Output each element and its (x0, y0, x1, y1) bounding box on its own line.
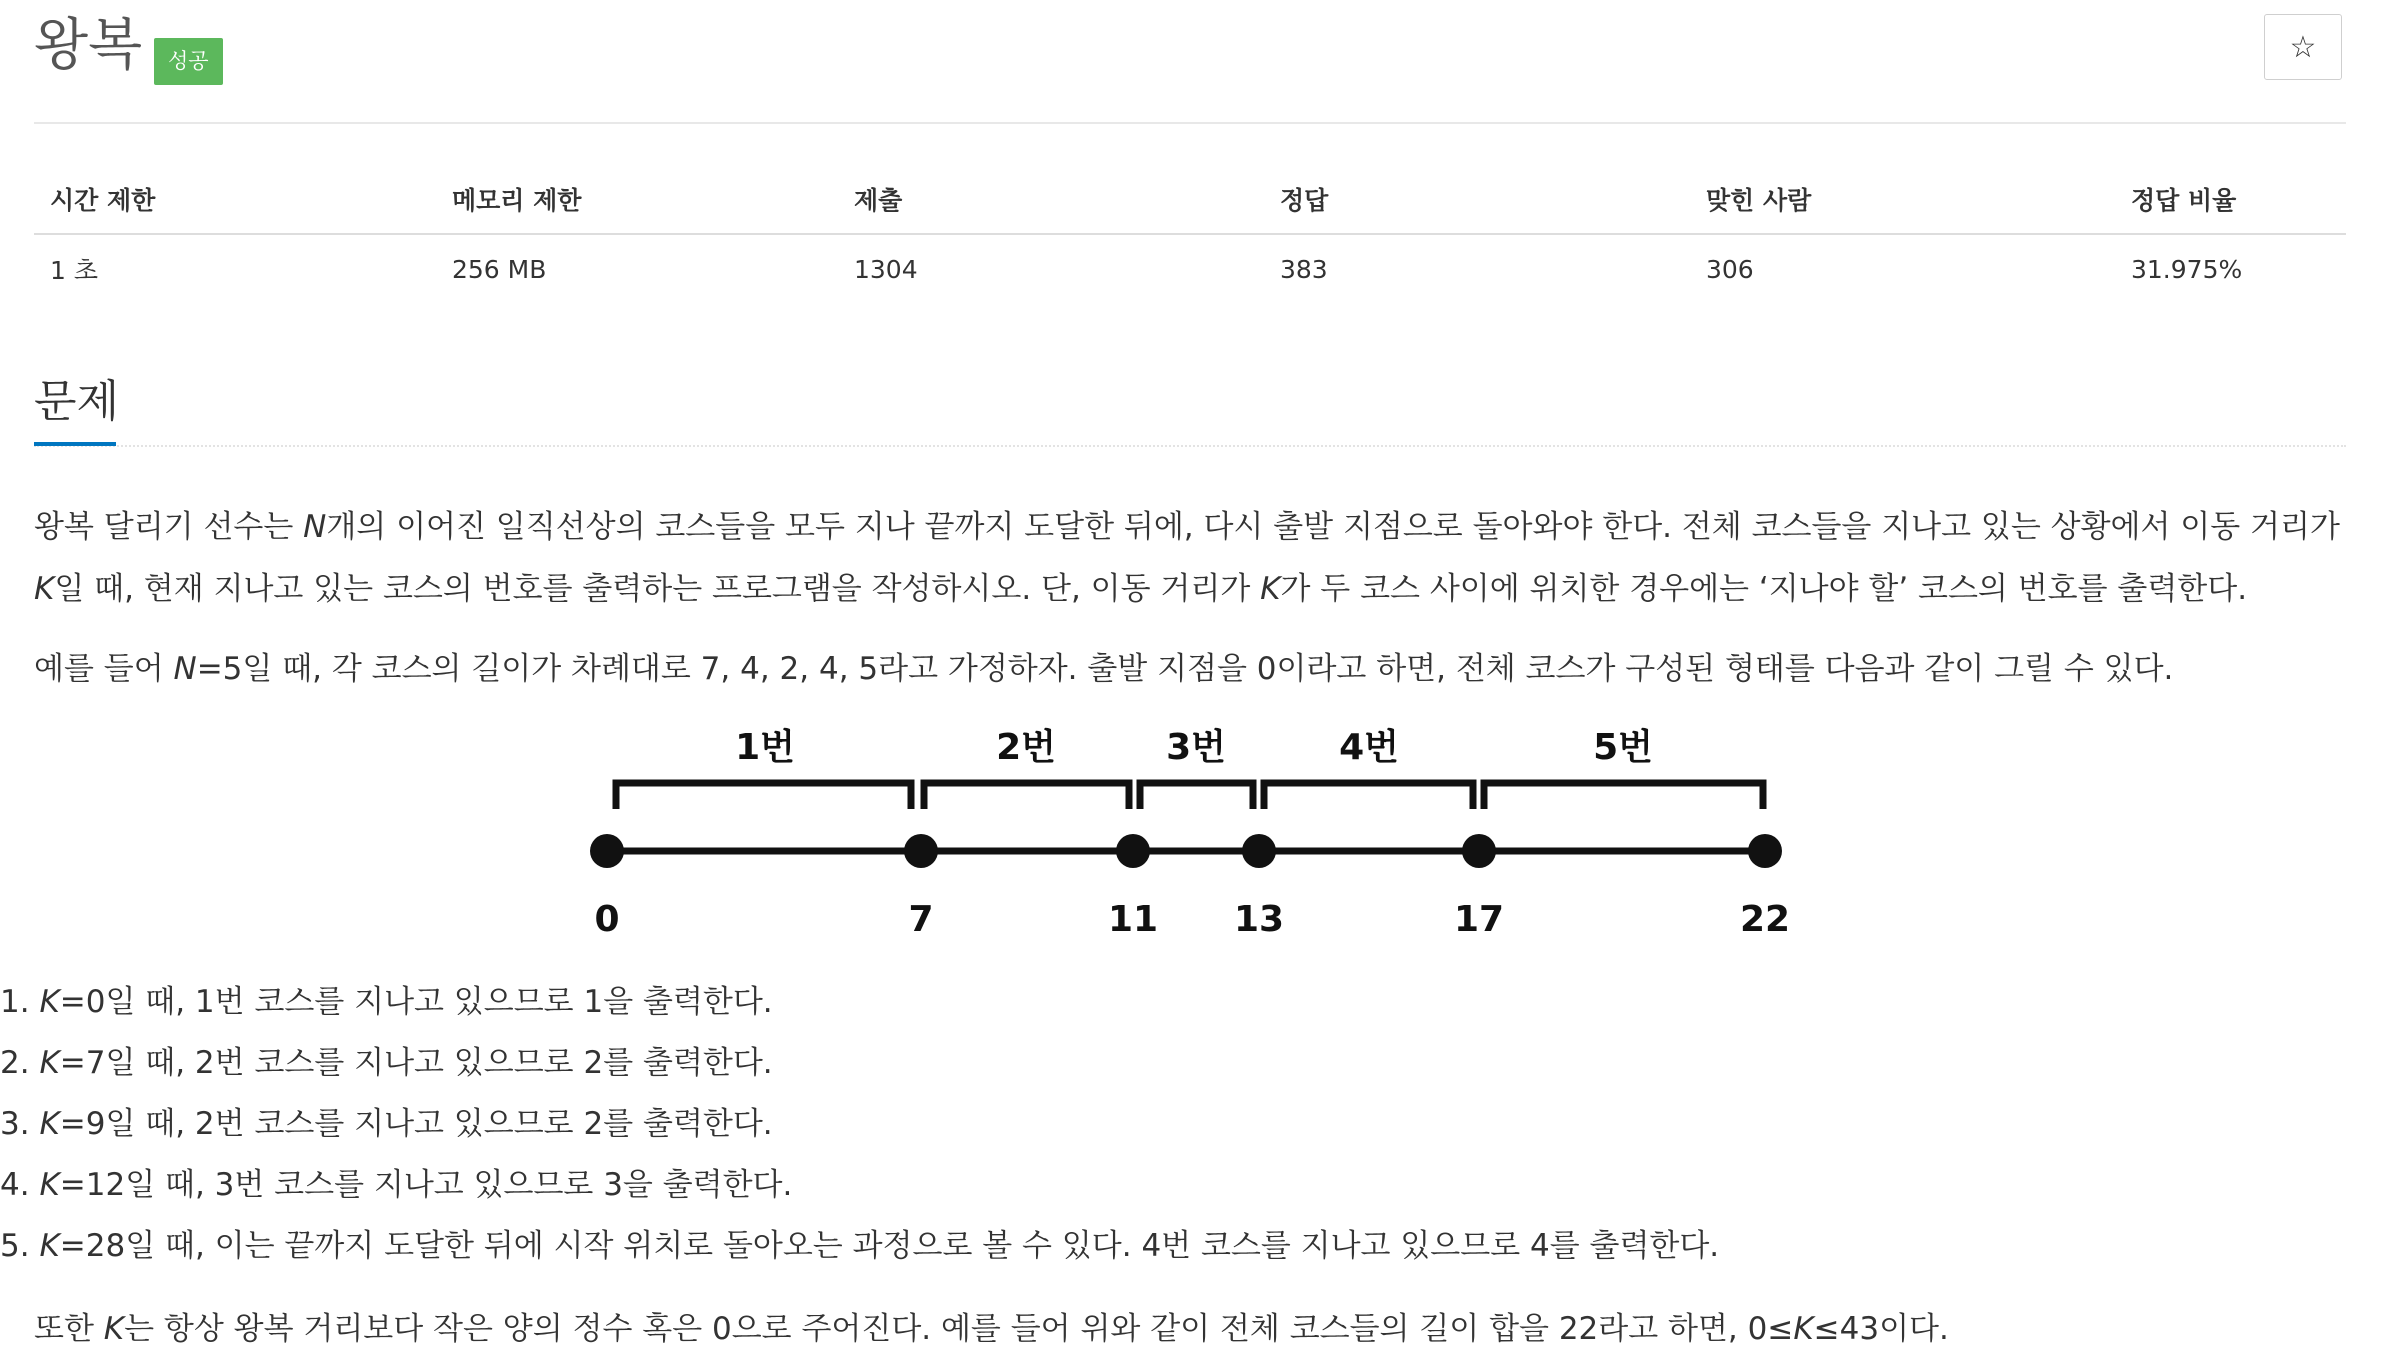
table-row (34, 234, 2346, 303)
list-number: 3. (0, 1106, 40, 1142)
course-bracket-3 (1140, 783, 1253, 809)
time-limit-value: 1 초 (50, 256, 99, 285)
course-bracket-5 (1484, 783, 1763, 809)
math-variable: K (103, 1311, 125, 1347)
math-variable: K (1793, 1311, 1814, 1347)
point-label: 22 (1739, 899, 1791, 940)
text-fragment: 일 때, 현재 지나고 있는 코스의 번호를 출력하는 프로그램을 작성하시오. 단, 이동 거리가 (54, 571, 1261, 607)
solved-users-value: 306 (1706, 254, 1754, 284)
section-divider (34, 445, 2346, 447)
example-list (0, 972, 1719, 1277)
problem-paragraph-1 (34, 496, 2354, 620)
list-number: 5. (0, 1228, 40, 1264)
point-label: 0 (594, 899, 620, 940)
star-icon: ☆ (2289, 29, 2317, 65)
course-point (590, 834, 624, 868)
section-title: 문제 (34, 376, 120, 427)
list-text: =9일 때, 2번 코스를 지나고 있으므로 2를 출력한다. (59, 1106, 773, 1142)
math-variable: N (173, 651, 197, 687)
list-text: =12일 때, 3번 코스를 지나고 있으므로 3을 출력한다. (59, 1167, 793, 1203)
problem-info-table (34, 165, 2346, 303)
list-item (0, 1094, 1719, 1155)
course-bracket-1 (616, 783, 911, 809)
list-number: 4. (0, 1167, 40, 1203)
header-divider (34, 122, 2346, 124)
list-text: =28일 때, 이는 끝까지 도달한 뒤에 시작 위치로 돌아오는 과정으로 볼 수 있다. 4번 코스를 지나고 있으므로 4를 출력한다. (59, 1228, 1720, 1264)
problem-paragraph-3 (34, 1298, 2354, 1360)
list-number: 1. (0, 984, 40, 1020)
text-fragment: 예를 들어 (34, 651, 174, 687)
course-point (1116, 834, 1150, 868)
point-label: 7 (908, 899, 934, 940)
text-fragment: ≤43이다. (1813, 1311, 1949, 1347)
course-diagram (570, 715, 1800, 945)
list-item (0, 1033, 1719, 1094)
course-label: 3번 (1166, 727, 1226, 768)
course-label: 1번 (735, 727, 795, 768)
header-accepted: 정답 (1264, 165, 1690, 234)
course-point (1462, 834, 1496, 868)
point-label: 17 (1453, 899, 1505, 940)
submissions-value: 1304 (854, 254, 918, 284)
course-bracket-2 (924, 783, 1129, 809)
text-fragment: 또한 (34, 1311, 104, 1347)
header-time-limit: 시간 제한 (34, 165, 436, 234)
memory-limit-value: 256 MB (452, 254, 547, 284)
point-label: 13 (1233, 899, 1285, 940)
course-point (904, 834, 938, 868)
course-point (1748, 834, 1782, 868)
accepted-value: 383 (1280, 254, 1328, 284)
text-fragment: 가 두 코스 사이에 위치한 경우에는 ‘지나야 할’ 코스의 번호를 출력한다. (1280, 571, 2248, 607)
section-underline (34, 442, 116, 446)
list-number: 2. (0, 1045, 40, 1081)
problem-title: 왕복 (34, 13, 143, 78)
course-bracket-4 (1264, 783, 1473, 809)
math-variable: K (39, 1228, 60, 1264)
text-fragment: 개의 이어진 일직선상의 코스들을 모두 지나 끝까지 도달한 뒤에, 다시 출발 지점으로 돌아와야 한다. 전체 코스들을 지나고 있는 상황에서 이동 거리가 (326, 509, 2340, 545)
text-fragment: 왕복 달리기 선수는 (34, 509, 304, 545)
course-label: 5번 (1593, 727, 1653, 768)
math-variable: K (34, 571, 55, 607)
text-fragment: =5일 때, 각 코스의 길이가 차례대로 7, 4, 2, 4, 5라고 가정하자. 출발 지점을 0이라고 하면, 전체 코스가 구성된 형태를 다음과 같이 그릴 수 있다. (196, 651, 2174, 687)
list-item (0, 1216, 1719, 1277)
math-variable: N (303, 509, 327, 545)
status-badge: 성공 (154, 38, 223, 85)
accept-ratio-value: 31.975% (2131, 254, 2243, 284)
table-header-row (34, 165, 2346, 234)
point-label: 11 (1107, 899, 1159, 940)
list-text: =7일 때, 2번 코스를 지나고 있으므로 2를 출력한다. (59, 1045, 773, 1081)
problem-paragraph-2 (34, 638, 2354, 700)
math-variable: K (39, 984, 60, 1020)
header-solved-users: 맞힌 사람 (1690, 165, 2115, 234)
list-text: =0일 때, 1번 코스를 지나고 있으므로 1을 출력한다. (59, 984, 773, 1020)
header-memory-limit: 메모리 제한 (436, 165, 838, 234)
text-fragment: 는 항상 왕복 거리보다 작은 양의 정수 혹은 0으로 주어진다. 예를 들어 위와 같이 전체 코스들의 길이 합을 22라고 하면, 0≤ (124, 1311, 1794, 1347)
math-variable: K (39, 1045, 60, 1081)
header-accept-ratio: 정답 비율 (2115, 165, 2346, 234)
header-submissions: 제출 (838, 165, 1264, 234)
course-label: 2번 (996, 727, 1056, 768)
course-point (1242, 834, 1276, 868)
list-item (0, 1155, 1719, 1216)
math-variable: K (1260, 571, 1281, 607)
course-label: 4번 (1339, 727, 1399, 768)
star-button[interactable] (2264, 14, 2342, 80)
math-variable: K (39, 1106, 60, 1142)
list-item (0, 972, 1719, 1033)
math-variable: K (39, 1167, 60, 1203)
